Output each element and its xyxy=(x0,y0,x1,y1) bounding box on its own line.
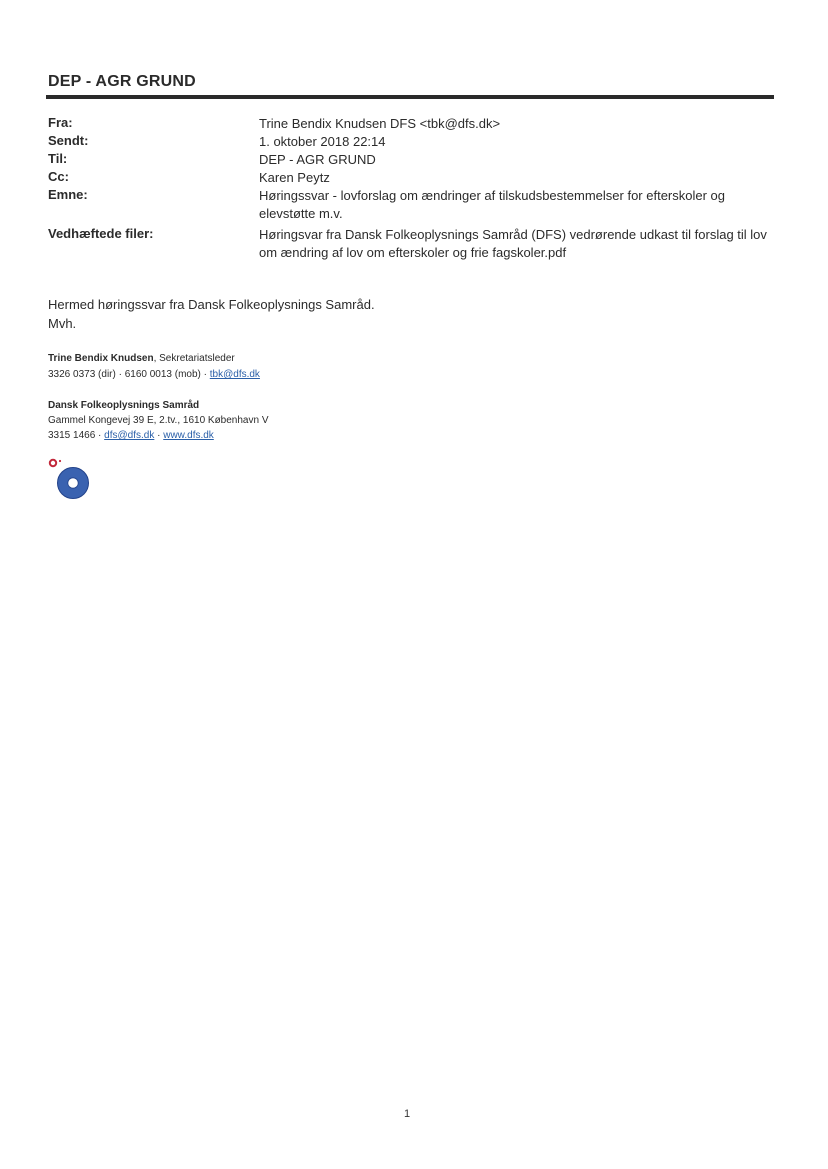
field-subject-value: Høringssvar - lovforslag om ændringer af tilskudsbestemmelser for efterskoler og elevstøtte m.v. xyxy=(259,188,726,221)
message-line-2: Mvh. xyxy=(48,316,77,331)
field-attachments-value[interactable]: Høringsvar fra Dansk Folkeoplysnings Samråd (DFS) vedrørende udkast til forslag til lov om ændring af lov om efterskoler og frie fagskoler.pdf xyxy=(259,227,767,260)
field-sent-label: Sendt: xyxy=(48,133,89,148)
field-cc-label: Cc: xyxy=(48,169,69,184)
field-sent-value: 1. oktober 2018 22:14 xyxy=(259,134,386,149)
field-cc-value: Karen Peytz xyxy=(259,170,330,185)
signature-org-contact-line xyxy=(48,430,214,441)
signature-contact-line xyxy=(48,369,260,380)
logo-red-ring xyxy=(50,460,56,466)
logo-dot xyxy=(59,460,61,462)
field-from-value: Trine Bendix Knudsen DFS <tbk@dfs.dk> xyxy=(259,116,501,131)
signature-website-link[interactable]: www.dfs.dk xyxy=(163,430,214,441)
signature-role: , Sekretariatsleder xyxy=(153,353,235,364)
field-from-label: Fra: xyxy=(48,115,73,130)
signature-org-email-link[interactable]: dfs@dfs.dk xyxy=(104,430,155,441)
field-to-label: Til: xyxy=(48,151,68,166)
field-to-value: DEP - AGR GRUND xyxy=(259,152,376,167)
field-subject-label: Emne: xyxy=(48,187,88,202)
signature-org-phone: 3315 1466 · xyxy=(48,430,105,441)
field-attachments-label: Vedhæftede filer: xyxy=(48,226,154,241)
message-line-1: Hermed høringssvar fra Dansk Folkeoplysnings Samråd. xyxy=(48,297,375,312)
header-rule xyxy=(46,95,774,99)
signature-org: Dansk Folkeoplysnings Samråd xyxy=(48,400,200,411)
logo-blue-ring-inner xyxy=(68,478,78,488)
signature-name: Trine Bendix Knudsen xyxy=(48,353,154,364)
page-title: DEP - AGR GRUND xyxy=(48,73,196,90)
page-number: 1 xyxy=(404,1108,411,1120)
signature-phones: 3326 0373 (dir) · 6160 0013 (mob) · xyxy=(48,369,210,380)
signature-name-line xyxy=(48,353,235,364)
signature-address: Gammel Kongevej 39 E, 2.tv., 1610 København V xyxy=(48,415,269,426)
signature-email-link[interactable]: tbk@dfs.dk xyxy=(209,369,260,380)
dfs-logo-icon xyxy=(46,456,92,507)
signature-separator: · xyxy=(154,430,164,441)
